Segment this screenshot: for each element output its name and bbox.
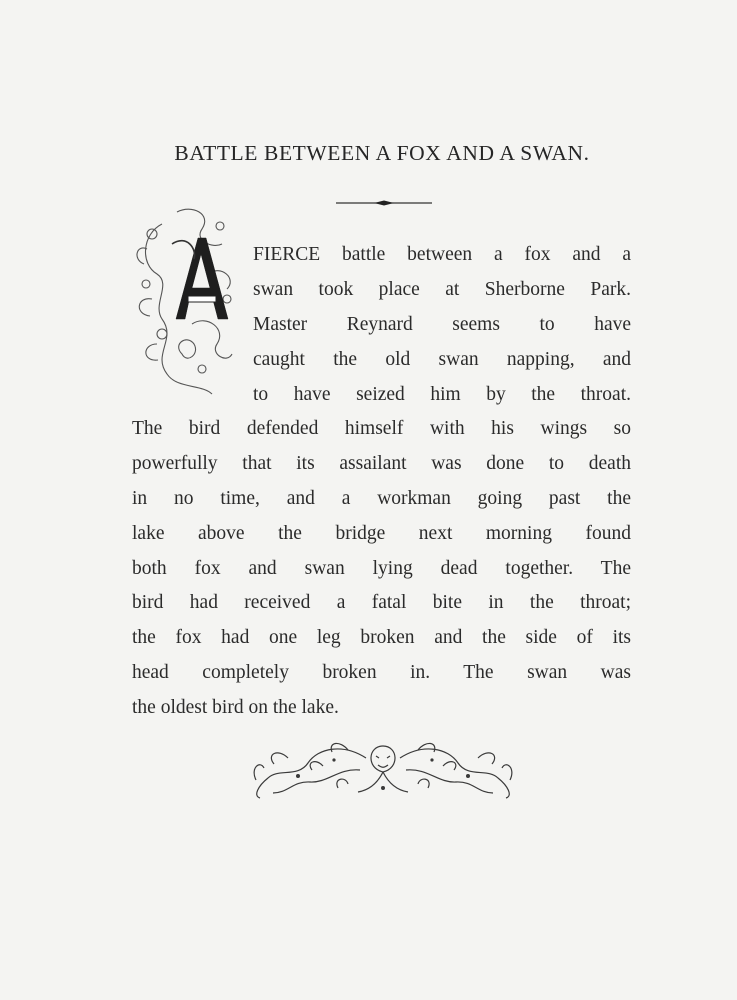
text-line: The bird defended himself with his wings so	[132, 418, 631, 439]
text-line: the oldest bird on the lake.	[132, 697, 339, 719]
text-line: to have seized him by the throat.	[253, 383, 631, 405]
title-divider-rule	[336, 196, 432, 210]
text-line: head completely broken in. The swan was	[132, 662, 631, 684]
text-line: the fox had one leg broken and the side of its	[132, 627, 631, 649]
text-line: both fox and swan lying dead together. The	[132, 557, 631, 579]
text-line: powerfully that its assailant was done to death	[132, 452, 631, 474]
text-line: Master Reynard seems to have	[253, 313, 631, 335]
tailpiece-ornament	[248, 738, 518, 802]
text-line: swan took place at Sherborne Park.	[253, 278, 631, 300]
drop-cap-ornament	[132, 204, 242, 399]
text-line: in no time, and a workman going past the	[132, 487, 631, 509]
body-paragraph	[132, 412, 631, 726]
opening-paragraph-indented	[253, 238, 631, 412]
text-line: bird had received a fatal bite in the throat;	[132, 592, 631, 614]
page-title: BATTLE BETWEEN A FOX AND A SWAN.	[174, 141, 590, 165]
text-line: lake above the bridge next morning found	[132, 522, 631, 544]
text-line: caught the old swan napping, and	[253, 348, 631, 370]
text-line: FIERCE battle between a fox and a	[253, 244, 631, 265]
